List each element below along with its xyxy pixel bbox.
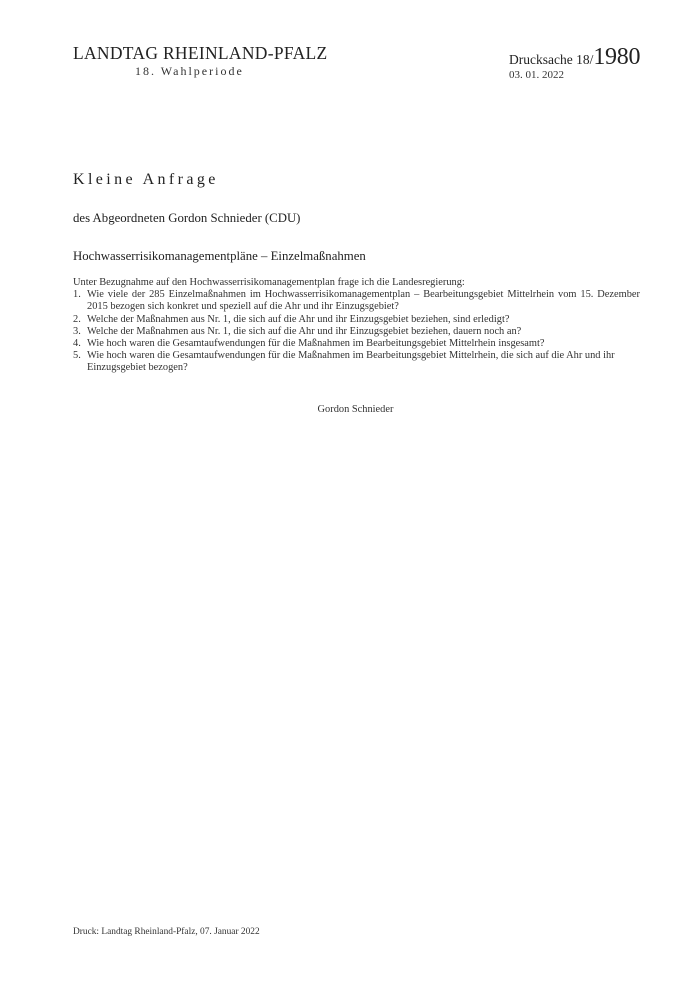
question-text: Wie hoch waren die Gesamtaufwendungen für die Maßnahmen im Bearbeitungsgebiet Mittelrhein, die sich auf die Ahr und ihr Einzugsgebiet bezogen? [87, 350, 615, 374]
question-item [73, 350, 640, 374]
question-number: 5. [73, 350, 81, 362]
question-item [73, 289, 640, 313]
subject-heading: Hochwasserrisikomanagementpläne – Einzelmaßnahmen [73, 249, 366, 263]
author-line: des Abgeordneten Gordon Schnieder (CDU) [73, 211, 301, 225]
question-number: 3. [73, 325, 81, 337]
parliament-name: LANDTAG RHEINLAND-PFALZ [73, 43, 328, 63]
inquiry-body [73, 277, 640, 375]
question-item [73, 338, 640, 350]
question-item [73, 314, 640, 326]
question-number: 2. [73, 313, 81, 325]
document-reference [509, 44, 640, 71]
question-item [73, 326, 640, 338]
signature: Gordon Schnieder [317, 404, 394, 415]
legislative-period: 18. Wahlperiode [135, 64, 244, 78]
question-text: Wie hoch waren die Gesamtaufwendungen für die Maßnahmen im Bearbeitungsgebiet Mittelrhein insgesamt? [87, 338, 545, 350]
question-number: 1. [73, 289, 81, 301]
print-footer: Druck: Landtag Rheinland-Pfalz, 07. Januar 2022 [73, 927, 260, 937]
intro-text: Unter Bezugnahme auf den Hochwasserrisikomanagementplan frage ich die Landesregierung: [73, 277, 465, 288]
question-list [73, 289, 640, 374]
document-type-title: Kleine Anfrage [73, 171, 219, 188]
question-number: 4. [73, 338, 81, 350]
question-text: Wie viele der 285 Einzelmaßnahmen im Hochwasserrisikomanagementplan – Bearbeitungsgebiet Mittelrhein vom 15. Dezember 2015 bezogen sich konkret und speziell auf die Ahr und ihr Einzugsgebiet? [87, 289, 640, 313]
question-text: Welche der Maßnahmen aus Nr. 1, die sich auf die Ahr und ihr Einzugsgebiet beziehen, sind erledigt? [87, 313, 510, 325]
question-text: Welche der Maßnahmen aus Nr. 1, die sich auf die Ahr und ihr Einzugsgebiet beziehen, dauern noch an? [87, 325, 522, 337]
document-label: Drucksache 18/ [509, 52, 594, 67]
document-date: 03. 01. 2022 [509, 69, 564, 81]
document-number: 1980 [593, 44, 641, 70]
